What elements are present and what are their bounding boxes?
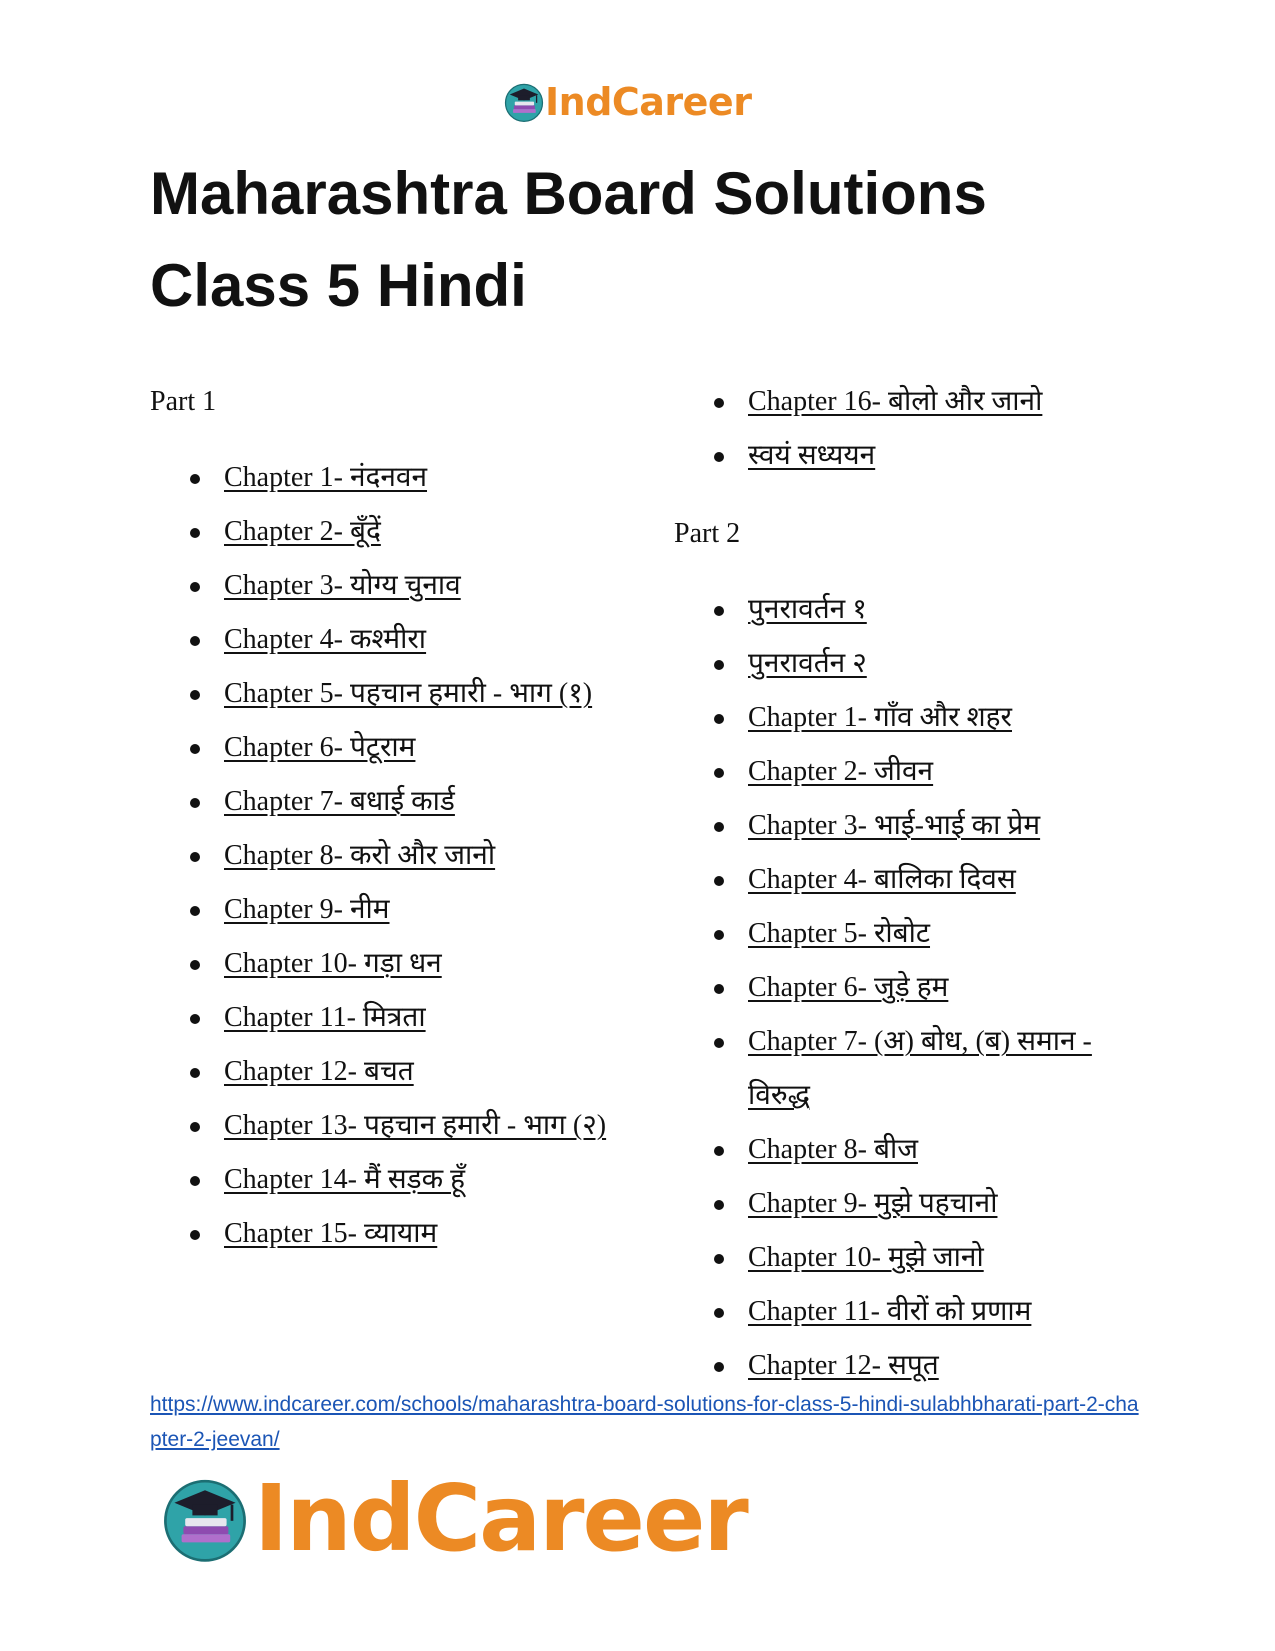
chapter-link[interactable]: Chapter 4- कश्मीरा	[224, 624, 427, 655]
chapter-link[interactable]: Chapter 8- बीज	[748, 1134, 918, 1165]
list-item	[150, 937, 610, 991]
chapter-link[interactable]: Chapter 1- गाँव और शहर	[748, 702, 1012, 733]
list-item	[150, 559, 610, 613]
list-item	[674, 637, 1154, 691]
list-item	[150, 505, 610, 559]
list-item	[674, 1339, 1154, 1393]
list-item	[150, 1045, 610, 1099]
chapter-link[interactable]: Chapter 15- व्यायाम	[224, 1218, 438, 1249]
chapter-link[interactable]: Chapter 2- जीवन	[748, 756, 934, 787]
list-item	[150, 991, 610, 1045]
chapter-link[interactable]: स्वयं सध्ययन	[748, 440, 876, 471]
page-title: Maharashtra Board Solutions Class 5 Hindi	[150, 160, 987, 319]
right-column	[674, 375, 1154, 1393]
part-1-heading: Part 1	[150, 386, 217, 417]
chapter-link[interactable]: Chapter 7- (अ) बोध, (ब) समान - विरुद्ध	[748, 1026, 1092, 1111]
chapter-link[interactable]: Chapter 13- पहचान हमारी - भाग (२)	[224, 1110, 607, 1141]
list-item	[674, 691, 1154, 745]
list-item	[674, 907, 1154, 961]
left-column	[150, 375, 610, 1261]
logo-text: IndCareer	[254, 1465, 747, 1572]
chapter-link[interactable]: पुनरावर्तन २	[748, 648, 867, 679]
chapter-link[interactable]: Chapter 5- पहचान हमारी - भाग (१)	[224, 678, 593, 709]
list-item	[674, 1285, 1154, 1339]
list-item	[674, 745, 1154, 799]
chapter-link[interactable]: Chapter 12- बचत	[224, 1056, 414, 1087]
list-item	[150, 775, 610, 829]
part-2-heading: Part 2	[674, 518, 741, 549]
list-item	[674, 583, 1154, 637]
list-item	[150, 829, 610, 883]
list-item	[674, 1015, 1154, 1123]
list-item	[150, 1207, 610, 1261]
list-item	[150, 1153, 610, 1207]
chapter-link[interactable]: Chapter 1- नंदनवन	[224, 462, 428, 493]
part-2-chapter-list	[674, 583, 1154, 1393]
list-item	[674, 1177, 1154, 1231]
chapter-link[interactable]: Chapter 3- योग्य चुनाव	[224, 570, 461, 601]
source-url-link[interactable]: https://www.indcareer.com/schools/maharashtra-board-solutions-for-class-5-hindi-sulabhbharati-part-2-chapter-2-jeevan/	[150, 1393, 1139, 1451]
chapter-link[interactable]: Chapter 12- सपूत	[748, 1350, 939, 1381]
list-item	[674, 799, 1154, 853]
list-item	[150, 1099, 610, 1153]
chapter-link[interactable]: Chapter 10- गड़ा धन	[224, 948, 442, 979]
list-item	[150, 721, 610, 775]
chapter-link[interactable]: Chapter 14- मैं सड़क हूँ	[224, 1164, 465, 1195]
logo-text: IndCareer	[545, 80, 752, 124]
list-item	[674, 375, 1154, 429]
list-item	[674, 429, 1154, 483]
chapter-link[interactable]: Chapter 3- भाई-भाई का प्रेम	[748, 810, 1041, 841]
part-1-chapter-list-continued	[674, 375, 1154, 483]
graduation-cap-book-icon	[160, 1474, 250, 1564]
chapter-link[interactable]: पुनरावर्तन १	[748, 594, 867, 625]
part-1-chapter-list	[150, 451, 610, 1261]
top-logo[interactable]	[503, 80, 751, 124]
chapter-link[interactable]: Chapter 11- वीरों को प्रणाम	[748, 1296, 1032, 1327]
chapter-link[interactable]: Chapter 11- मित्रता	[224, 1002, 426, 1033]
list-item	[674, 853, 1154, 907]
list-item	[674, 1231, 1154, 1285]
chapter-link[interactable]: Chapter 5- रोबोट	[748, 918, 931, 949]
list-item	[150, 451, 610, 505]
list-item	[150, 667, 610, 721]
chapter-link[interactable]: Chapter 6- जुड़े हम	[748, 972, 949, 1003]
chapter-link[interactable]: Chapter 8- करो और जानो	[224, 840, 496, 871]
chapter-link[interactable]: Chapter 4- बालिका दिवस	[748, 864, 1016, 895]
chapter-link[interactable]: Chapter 9- मुझे पहचानो	[748, 1188, 998, 1219]
chapter-link[interactable]: Chapter 2- बूँदें	[224, 516, 381, 547]
list-item	[150, 883, 610, 937]
list-item	[674, 961, 1154, 1015]
chapter-link[interactable]: Chapter 7- बधाई कार्ड	[224, 786, 455, 817]
chapter-link[interactable]: Chapter 9- नीम	[224, 894, 390, 925]
chapter-link[interactable]: Chapter 10- मुझे जानो	[748, 1242, 984, 1273]
graduation-cap-book-icon	[503, 81, 545, 123]
chapter-link[interactable]: Chapter 6- पेटूराम	[224, 732, 416, 763]
list-item	[150, 613, 610, 667]
list-item	[674, 1123, 1154, 1177]
bottom-logo[interactable]	[160, 1465, 747, 1572]
chapter-link[interactable]: Chapter 16- बोलो और जानो	[748, 386, 1043, 417]
